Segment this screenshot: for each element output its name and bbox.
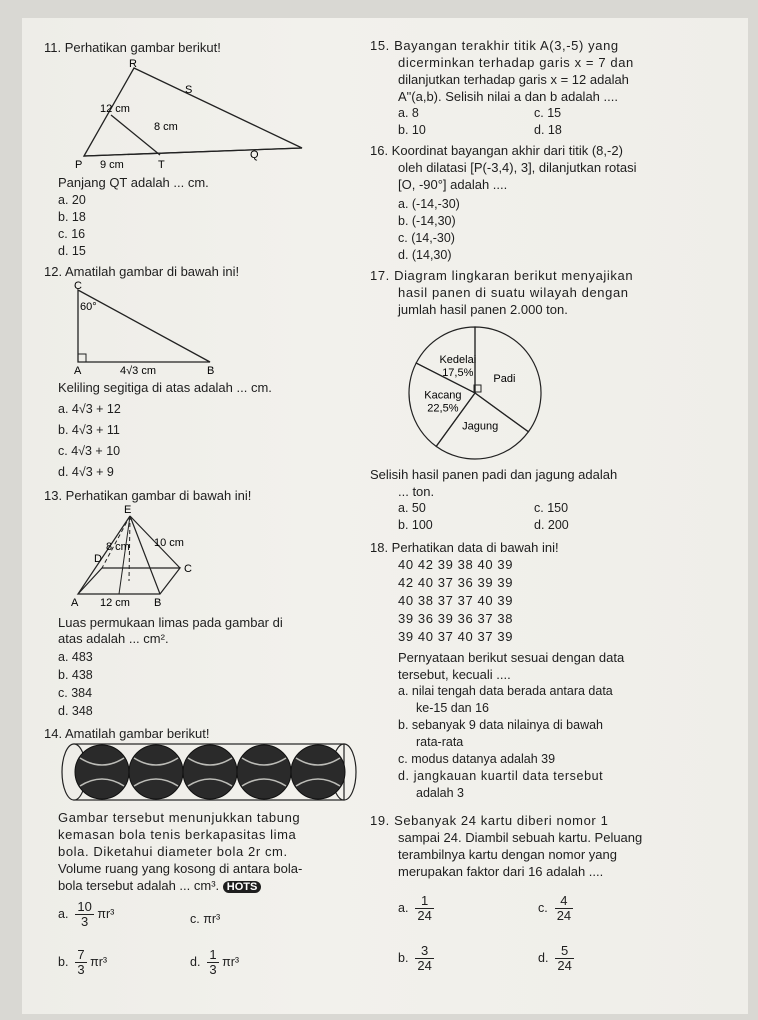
q12-option-a[interactable]: a. 4√3 + 12 <box>58 402 121 416</box>
pie-label-padi: Padi <box>493 373 516 385</box>
q14-text-line3: bola. Diketahui diameter bola 2r cm. <box>58 844 288 859</box>
q17-option-d[interactable]: d. 200 <box>534 518 569 532</box>
q12-option-c[interactable]: c. 4√3 + 10 <box>58 444 121 458</box>
q19-option-b-letter: b. <box>398 950 409 965</box>
q16-line1: 16. Koordinat bayangan akhir dari titik (8,-2) <box>370 143 623 158</box>
q14-option-a-tail: πr³ <box>97 906 115 921</box>
q13-label-d: D <box>94 553 102 565</box>
q11-option-d[interactable]: d. 15 <box>58 244 86 258</box>
pie-value-kedelai: 17,5% <box>442 366 474 379</box>
q14-option-b-letter: b. <box>58 954 69 969</box>
q17-option-c[interactable]: c. 150 <box>534 501 569 515</box>
q12-label-angle: 60° <box>80 301 97 313</box>
q13-pyramid-figure <box>62 502 232 610</box>
q17-question-line2: ... ton. <box>398 484 435 499</box>
q11-label-s: S <box>185 84 193 96</box>
q14-option-a-num: 10 <box>77 899 92 914</box>
q11-label-r: R <box>129 58 137 70</box>
q11-label-st: 8 cm <box>154 121 178 133</box>
q14-text-line1: Gambar tersebut menunjukkan tabung <box>58 810 301 825</box>
pie-label-kedelai: Kedelai <box>439 353 477 366</box>
q14-option-b-fraction <box>75 948 86 977</box>
q14-text-line2: kemasan bola tenis berkapasitas lima <box>58 827 297 842</box>
q16-option-b[interactable]: b. (-14,30) <box>398 214 456 228</box>
q13-question-line2: atas adalah ... cm². <box>58 631 169 646</box>
hots-badge: HOTS <box>223 881 262 893</box>
q12-option-b[interactable]: b. 4√3 + 11 <box>58 423 120 437</box>
q11-option-a[interactable]: a. 20 <box>58 193 86 207</box>
q19-option-c-fraction <box>555 894 573 923</box>
q17-line2: hasil panen di suatu wilayah dengan <box>398 285 629 300</box>
q11-option-b[interactable]: b. 18 <box>58 210 86 224</box>
q19-option-d[interactable] <box>538 944 574 973</box>
q14-text-line5-content: bola tersebut adalah ... cm³. <box>58 878 220 893</box>
q11-label-q: Q <box>250 149 259 161</box>
q18-data-row-3: 40 38 37 37 40 39 <box>398 593 514 608</box>
q13-label-c: C <box>184 563 192 575</box>
q14-text-line4: Volume ruang yang kosong di antara bola- <box>58 861 303 876</box>
q12-triangle-figure <box>60 280 230 376</box>
q11-title: 11. Perhatikan gambar berikut! <box>44 40 221 55</box>
q13-option-b[interactable]: b. 438 <box>58 668 93 682</box>
pie-label-kacang: Kacang <box>424 389 462 402</box>
q11-label-pt: 9 cm <box>100 159 124 170</box>
q16-option-d[interactable]: d. (14,30) <box>398 248 452 262</box>
q17-option-a[interactable]: a. 50 <box>398 501 426 515</box>
q15-option-c[interactable]: c. 15 <box>534 106 562 120</box>
q12-option-d[interactable]: d. 4√3 + 9 <box>58 465 114 479</box>
q14-option-c[interactable]: c. πr³ <box>190 912 221 926</box>
q14-option-a-letter: a. <box>58 906 69 921</box>
q16-line2: oleh dilatasi [P(-3,4), 3], dilanjutkan rotasi <box>398 160 637 175</box>
q18-data-row-1: 40 42 39 38 40 39 <box>398 557 514 572</box>
q11-triangle-figure <box>72 58 304 170</box>
q14-option-b-tail: πr³ <box>90 954 108 969</box>
q12-label-c: C <box>74 280 82 292</box>
q19-option-c-den: 24 <box>556 908 572 923</box>
q17-option-b[interactable]: b. 100 <box>398 518 433 532</box>
q14-option-b-num: 7 <box>77 947 85 962</box>
q11-option-c[interactable]: c. 16 <box>58 227 86 241</box>
q19-option-d-fraction <box>555 944 573 973</box>
q16-option-c[interactable]: c. (14,-30) <box>398 231 455 245</box>
q19-option-a[interactable] <box>398 894 434 923</box>
q19-option-a-num: 1 <box>415 894 433 909</box>
q13-option-c[interactable]: c. 384 <box>58 686 93 700</box>
q18-title: 18. Perhatikan data di bawah ini! <box>370 540 559 555</box>
q13-option-a[interactable]: a. 483 <box>58 650 93 664</box>
q18-data-row-4: 39 36 39 36 37 38 <box>398 611 514 626</box>
q18-option-a-cont: ke-15 dan 16 <box>416 701 489 715</box>
q13-label-h: 8 cm <box>106 541 130 553</box>
q14-option-a-fraction <box>75 900 93 929</box>
q19-option-c[interactable] <box>538 894 573 923</box>
q19-line1: 19. Sebanyak 24 kartu diberi nomor 1 <box>370 813 609 828</box>
q18-option-d[interactable]: d. jangkauan kuartil data tersebut <box>398 769 604 783</box>
q19-option-c-letter: c. <box>538 900 548 915</box>
q19-option-a-letter: a. <box>398 900 409 915</box>
q18-option-c[interactable]: c. modus datanya adalah 39 <box>398 752 556 766</box>
q19-option-d-den: 24 <box>557 958 572 973</box>
q12-title: 12. Amatilah gambar di bawah ini! <box>44 264 240 279</box>
q13-label-slant: 10 cm <box>154 537 184 549</box>
q19-option-b-den: 24 <box>417 958 432 973</box>
q14-option-d-num: 1 <box>209 947 217 962</box>
q19-option-d-num: 5 <box>555 944 573 959</box>
q13-label-e: E <box>124 504 132 516</box>
q12-label-ab: 4√3 cm <box>120 365 156 376</box>
q15-option-d[interactable]: d. 18 <box>534 123 562 137</box>
q19-line2: sampai 24. Diambil sebuah kartu. Peluang <box>398 830 643 845</box>
q18-data-row-2: 42 40 37 36 39 39 <box>398 575 514 590</box>
q17-question-line1: Selisih hasil panen padi dan jagung adalah <box>370 467 618 482</box>
q17-pie-chart <box>390 322 560 464</box>
pie-label-jagung: Jagung <box>462 420 499 433</box>
q18-statement-line1: Pernyataan berikut sesuai dengan data <box>398 650 625 665</box>
q15-option-a[interactable]: a. 8 <box>398 106 419 120</box>
q13-label-base: 12 cm <box>100 597 130 609</box>
q12-question: Keliling segitiga di atas adalah ... cm. <box>58 380 272 395</box>
q19-option-a-den: 24 <box>417 908 432 923</box>
q18-option-a[interactable]: a. nilai tengah data berada antara data <box>398 684 613 698</box>
q15-line3: dilanjutkan terhadap garis x = 12 adalah <box>398 72 629 87</box>
q19-option-b-num: 3 <box>415 944 433 959</box>
q19-option-a-fraction <box>415 894 433 923</box>
q19-line3: terambilnya kartu dengan nomor yang <box>398 847 617 862</box>
q19-option-d-letter: d. <box>538 950 549 965</box>
pie-value-kacang: 22,5% <box>427 402 459 415</box>
q15-option-b[interactable]: b. 10 <box>398 123 426 137</box>
q11-label-p: P <box>75 159 83 170</box>
q14-option-d-tail: πr³ <box>222 954 240 969</box>
q11-question: Panjang QT adalah ... cm. <box>58 175 209 190</box>
q13-option-d[interactable]: d. 348 <box>58 704 93 718</box>
q13-label-b: B <box>154 597 162 609</box>
q14-option-b-den: 3 <box>77 962 85 977</box>
q13-title: 13. Perhatikan gambar di bawah ini! <box>44 488 252 503</box>
q19-option-c-num: 4 <box>555 894 573 909</box>
q17-line1: 17. Diagram lingkaran berikut menyajikan <box>370 268 634 283</box>
q17-line3: jumlah hasil panen 2.000 ton. <box>398 302 568 317</box>
q14-tube-figure <box>40 740 364 806</box>
q11-label-t: T <box>158 159 165 170</box>
q15-line2: dicerminkan terhadap garis x = 7 dan <box>398 55 634 70</box>
q14-option-a[interactable] <box>58 900 114 929</box>
q19-line4: merupakan faktor dari 16 adalah .... <box>398 864 604 879</box>
q14-text-line5 <box>58 878 261 893</box>
q19-option-b[interactable] <box>398 944 434 973</box>
q18-option-b-cont: rata-rata <box>416 735 464 749</box>
q18-option-b[interactable]: b. sebanyak 9 data nilainya di bawah <box>398 718 604 732</box>
q18-option-d-cont: adalah 3 <box>416 786 464 800</box>
q13-question-line1: Luas permukaan limas pada gambar di <box>58 615 283 630</box>
q12-label-b: B <box>207 365 215 376</box>
q11-label-ps: 12 cm <box>100 103 130 115</box>
q14-option-d-den: 3 <box>209 962 217 977</box>
q13-label-a: A <box>71 597 79 609</box>
q16-line3: [O, -90°] adalah .... <box>398 177 508 192</box>
q14-option-d-fraction <box>207 948 218 977</box>
q12-label-a: A <box>74 365 82 376</box>
q14-title: 14. Amatilah gambar berikut! <box>44 726 210 741</box>
q19-option-b-fraction <box>415 944 433 973</box>
q15-line1: 15. Bayangan terakhir titik A(3,-5) yang <box>370 38 619 53</box>
q18-data-row-5: 39 40 37 40 37 39 <box>398 629 514 644</box>
q14-option-d[interactable] <box>190 948 239 977</box>
q14-option-d-letter: d. <box>190 954 201 969</box>
q16-option-a[interactable]: a. (-14,-30) <box>398 197 460 211</box>
q14-option-b[interactable] <box>58 948 107 977</box>
q15-line4: A"(a,b). Selisih nilai a dan b adalah .... <box>398 89 618 104</box>
q18-statement-line2: tersebut, kecuali .... <box>398 667 511 682</box>
q14-option-a-den: 3 <box>81 914 89 929</box>
